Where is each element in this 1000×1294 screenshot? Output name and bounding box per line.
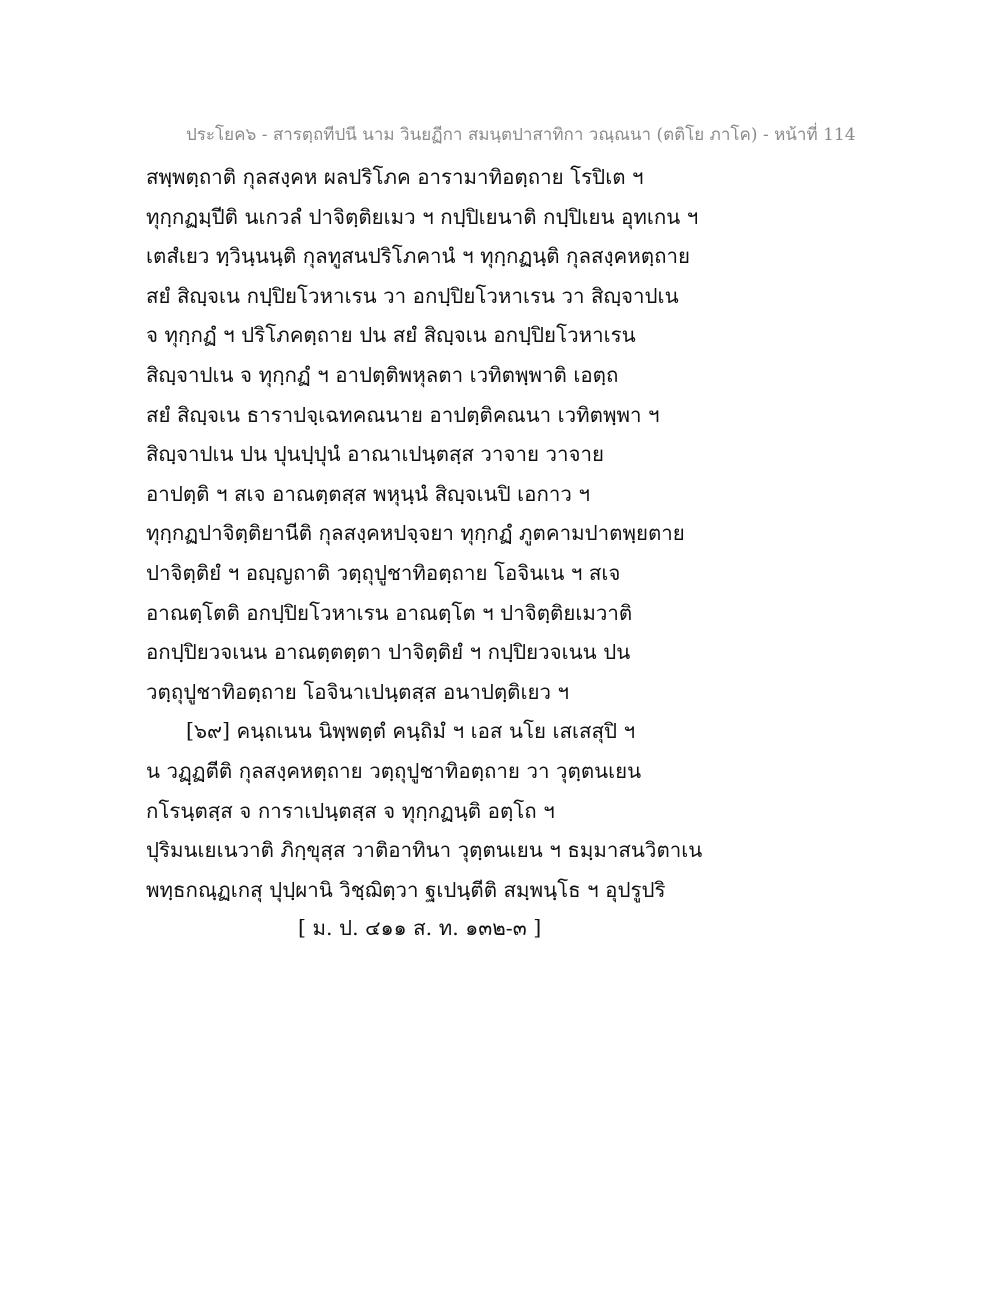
- body-text: [146, 158, 866, 910]
- text-line: ทุกฺกฏมฺปีติ นเกวลํ ปาจิตฺติยเมว ฯ กปฺปิเยนาติ กปฺปิเยน อุทเกน ฯ: [146, 204, 699, 229]
- text-line: กโรนฺตสฺส จ การาเปนฺตสฺส จ ทุกฺกฏนฺติ อตฺโถ ฯ: [146, 798, 555, 823]
- text-line: จ ทุกฺกฏํ ฯ ปริโภคตฺถาย ปน สยํ สิญฺจเน อกปฺปิยโวหาเรน: [146, 323, 636, 348]
- text-line: สยํ สิญฺจเน กปฺปิยโวหาเรน วา อกปฺปิยโวหาเรน วา สิญฺจาปเน: [146, 283, 679, 308]
- text-line: อาปตฺติ ฯ สเจ อาณตฺตสฺส พหุนฺนํ สิญฺจเนปิ เอกาว ฯ: [146, 481, 590, 506]
- text-line: น วฏฺฏตีติ กุลสงฺคหตฺถาย วตฺถุปูชาทิอตฺถาย วา วุตฺตนเยน: [146, 758, 642, 783]
- text-line: ทุกฺกฏปาจิตฺติยานีติ กุลสงฺคหปจฺจยา ทุกฺกฏํ ภูตคามปาตพฺยตาย: [146, 521, 685, 546]
- reference-note: [ ม. ป. ๔๑๑ ส. ท. ๑๓๒-๓ ]: [298, 916, 542, 940]
- text-line: สิญฺจาปเน ปน ปุนปฺปุนํ อาณาเปนฺตสฺส วาจาย วาจาย: [146, 442, 605, 467]
- text-line: ปาจิตฺติยํ ฯ อญฺญถาติ วตฺถุปูชาทิอตฺถาย โอจินเน ฯ สเจ: [146, 560, 621, 585]
- page-header: ประโยค๖ - สารตฺถทีปนี นาม วินยฏีกา สมนฺตปาสาทิกา วณฺณนา (ตติโย ภาโค) - หน้าที่ 114: [186, 125, 856, 145]
- text-line: สพฺพตฺถาติ กุลสงฺคห ผลปริโภค อารามาทิอตฺถาย โรปิเต ฯ: [146, 165, 644, 189]
- text-line: ปุริมนเยเนวาติ ภิกฺขุสฺส วาติอาทินา วุตฺตนเยน ฯ ธมฺมาสนวิตาเน: [146, 838, 703, 863]
- text-line: พทฺธกณฺฏเกสุ ปุปฺผานิ วิชฺฌิตฺวา ฐเปนฺตีติ สมฺพนฺโธ ฯ อุปรูปริ: [146, 877, 666, 902]
- text-line: อาณตฺโตติ อกปฺปิยโวหาเรน อาณตฺโต ฯ ปาจิตฺติยเมวาติ: [146, 600, 633, 625]
- text-line: เตสํเยว ทฺวินฺนนฺติ กุลทูสนปริโภคานํ ฯ ทุกฺกฏนฺติ กุลสงฺคหตฺถาย: [146, 244, 691, 269]
- text-line: สยํ สิญฺจเน ธาราปจฺเฉทคณนาย อาปตฺติคณนา เวทิตพฺพา ฯ: [146, 402, 660, 427]
- text-line: วตฺถุปูชาทิอตฺถาย โอจินาเปนฺตสฺส อนาปตฺติเยว ฯ: [146, 679, 570, 704]
- text-line: สิญฺจาปเน จ ทุกฺกฏํ ฯ อาปตฺติพหุลตา เวทิตพฺพาติ เอตฺถ: [146, 362, 619, 387]
- paragraph-start-line: [๖๙] คนฺถเนน นิพฺพตฺตํ คนฺถิมํ ฯ เอส นโย เสเสสุปิ ฯ: [186, 719, 636, 744]
- text-line: อกปฺปิยวจเนน อาณตฺตตฺตา ปาจิตฺติยํ ฯ กปฺปิยวจเนน ปน: [146, 640, 631, 665]
